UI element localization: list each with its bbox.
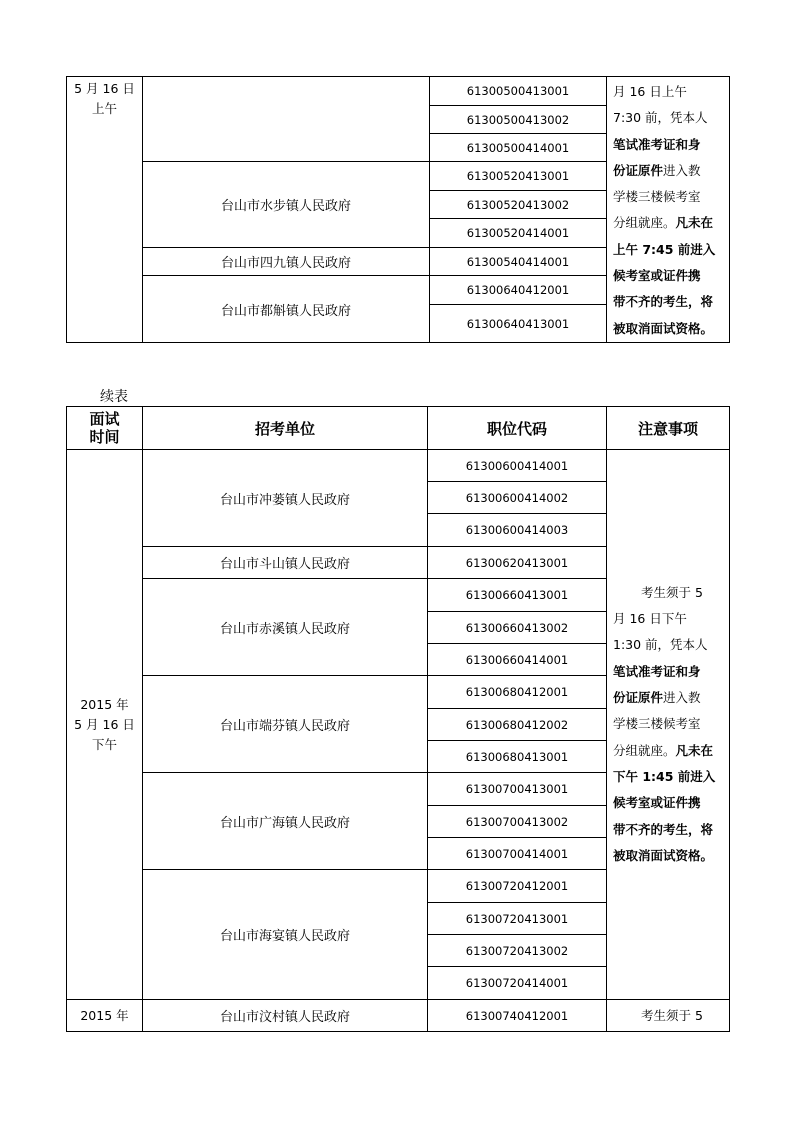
position-code: 61300520413002	[430, 191, 607, 219]
position-code: 61300500413001	[430, 77, 607, 106]
note-line: 候考室或证件携	[613, 268, 701, 284]
interview-time-cell	[67, 77, 143, 343]
note-line: 上午 7:45 前进入	[613, 241, 716, 257]
position-code: 61300520413001	[430, 162, 607, 191]
unit-cell: 台山市广海镇人民政府	[143, 773, 428, 870]
continued-label: 续表	[100, 389, 128, 405]
date-line: 上午	[91, 101, 117, 116]
position-code: 61300720412001	[428, 870, 607, 903]
position-code: 61300660413002	[428, 612, 607, 644]
unit-cell: 台山市赤溪镇人民政府	[143, 579, 428, 676]
note-line: 份证原件进入教	[613, 690, 701, 706]
note-line: 月 16 日下午	[613, 611, 687, 627]
note-line: 笔试准考证和身	[613, 663, 701, 679]
note-line: 被取消面试资格。	[613, 320, 714, 336]
note-line: 1:30 前，凭本人	[613, 637, 708, 653]
position-code: 61300660413001	[428, 579, 607, 612]
note-line: 分组就座。凡未在	[613, 215, 714, 231]
header-note: 注意事项	[607, 407, 730, 450]
position-code: 61300700414001	[428, 838, 607, 870]
position-code: 61300500413002	[430, 106, 607, 134]
interview-time-cell: 2015 年	[67, 1000, 143, 1032]
position-code: 61300740412001	[428, 1000, 607, 1032]
note-line: 考生须于 5	[641, 584, 703, 600]
unit-cell: 台山市水步镇人民政府	[143, 162, 430, 248]
header-time: 面试 时间	[67, 407, 143, 450]
note-line: 份证原件进入教	[613, 162, 701, 178]
note-line: 带不齐的考生，将	[613, 821, 714, 837]
schedule-table-main	[66, 406, 730, 1032]
unit-cell: 台山市端芬镇人民政府	[143, 676, 428, 773]
unit-cell	[143, 77, 430, 162]
note-line: 月 16 日上午	[613, 84, 687, 99]
position-code: 61300600414001	[428, 450, 607, 482]
position-code: 61300520414001	[430, 219, 607, 248]
note-line: 被取消面试资格。	[613, 847, 714, 863]
unit-cell: 台山市冲蒌镇人民政府	[143, 450, 428, 547]
position-code: 61300680412001	[428, 676, 607, 709]
unit-cell: 台山市汶村镇人民政府	[143, 1000, 428, 1032]
note-line: 分组就座。凡未在	[613, 742, 714, 758]
notes-cell: 考生须于 5	[607, 1000, 730, 1032]
header-unit: 招考单位	[143, 407, 428, 450]
note-line: 带不齐的考生，将	[613, 294, 714, 310]
unit-cell: 台山市斗山镇人民政府	[143, 547, 428, 579]
position-code: 61300600414002	[428, 482, 607, 514]
position-code: 61300680412002	[428, 709, 607, 741]
schedule-table-top	[66, 76, 730, 343]
unit-cell: 台山市海宴镇人民政府	[143, 870, 428, 1000]
notes-cell	[607, 77, 730, 343]
date-line: 下午	[91, 736, 117, 752]
date-line: 5 月 16 日	[74, 716, 135, 732]
note-line: 下午 1:45 前进入	[613, 768, 716, 784]
date-line: 5 月 16 日	[74, 81, 135, 96]
position-code: 61300540414001	[430, 248, 607, 276]
note-line: 学楼三楼候考室	[613, 716, 701, 732]
position-code: 61300720414001	[428, 967, 607, 1000]
interview-time-cell	[67, 450, 143, 1000]
unit-cell: 台山市四九镇人民政府	[143, 248, 430, 276]
note-line: 候考室或证件携	[613, 795, 701, 811]
position-code: 61300700413002	[428, 806, 607, 838]
position-code: 61300700413001	[428, 773, 607, 806]
unit-cell: 台山市都斛镇人民政府	[143, 276, 430, 343]
header-code: 职位代码	[428, 407, 607, 450]
position-code: 61300720413001	[428, 903, 607, 935]
position-code: 61300600414003	[428, 514, 607, 547]
position-code: 61300680413001	[428, 741, 607, 773]
note-line: 学楼三楼候考室	[613, 189, 701, 205]
date-line: 2015 年	[80, 696, 129, 712]
position-code: 61300720413002	[428, 935, 607, 967]
position-code: 61300500414001	[430, 134, 607, 162]
note-line: 笔试准考证和身	[613, 136, 701, 152]
notes-cell	[607, 450, 730, 1000]
position-code: 61300620413001	[428, 547, 607, 579]
note-line: 7:30 前，凭本人	[613, 110, 708, 126]
position-code: 61300640413001	[430, 305, 607, 343]
position-code: 61300640412001	[430, 276, 607, 305]
position-code: 61300660414001	[428, 644, 607, 676]
